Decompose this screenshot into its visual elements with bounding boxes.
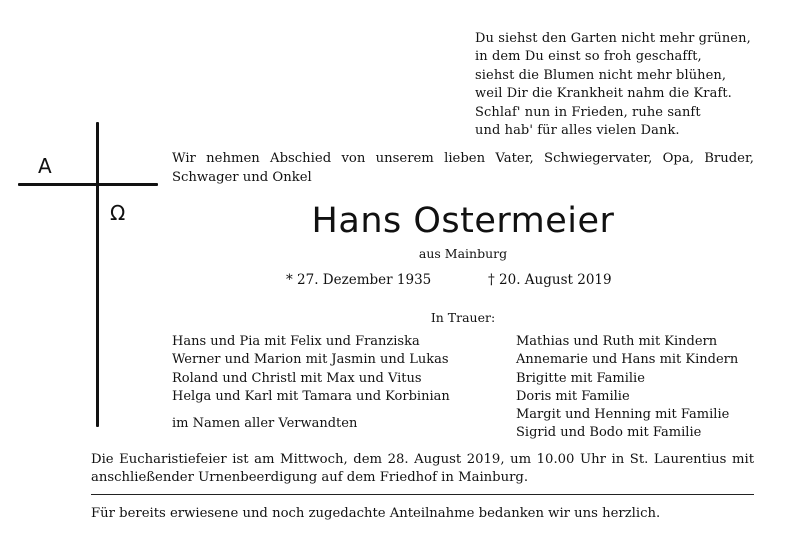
deceased-name: Hans Ostermeier [311, 201, 615, 241]
poem-line: und hab' für alles vielen Dank. [475, 123, 680, 139]
mourner-entry: Hans und Pia mit Felix und Franziska [172, 334, 420, 349]
thanks-note: Für bereits erwiesene und noch zugedachte Anteilnahme bedanken wir uns herzlich. [91, 506, 661, 521]
cross-vertical-bar [96, 122, 99, 427]
poem-line: weil Dir die Krankheit nahm die Kraft. [475, 86, 732, 102]
mourner-entry: Doris mit Familie [516, 388, 630, 404]
poem-line: Du siehst den Garten nicht mehr grünen, [475, 31, 751, 46]
relatives-note: im Namen aller Verwandten [172, 416, 358, 431]
service-announcement: Die Eucharistiefeier ist am Mittwoch, dem 28. August 2019, um 10.00 Uhr in St. Laurentius mit anschließender Urnenbeerdigung auf dem Friedhof in Mainburg. [91, 452, 754, 486]
mourner-entry: Annemarie und Hans mit Kindern [516, 352, 739, 368]
cross-horizontal-bar [18, 183, 158, 186]
deceased-origin: aus Mainburg [418, 246, 508, 261]
mourner-entry: Roland und Christl mit Max und Vitus [172, 370, 422, 386]
mourners-list-right [516, 333, 738, 443]
poem [475, 30, 780, 140]
alpha-symbol: A [38, 154, 52, 178]
mourner-entry: Sigrid und Bodo mit Familie [516, 425, 702, 441]
omega-symbol: Ω [110, 201, 126, 225]
poem-line: in dem Du einst so froh geschafft, [475, 49, 702, 65]
mourners-list-left [172, 333, 450, 406]
farewell-intro: Wir nehmen Abschied von unserem lieben Vater, Schwiegervater, Opa, Bruder, Schwager und Onkel [172, 151, 754, 185]
divider-line [91, 494, 754, 495]
mourner-entry: Helga und Karl mit Tamara und Korbinian [172, 388, 450, 404]
mourner-entry: Werner und Marion mit Jasmin und Lukas [172, 352, 449, 368]
mourner-entry: Brigitte mit Familie [516, 370, 645, 386]
mourner-entry: Margit und Henning mit Familie [516, 407, 730, 423]
mourner-entry: Mathias und Ruth mit Kindern [516, 334, 718, 349]
birth-date: * 27. Dezember 1935 [286, 272, 432, 288]
death-date: † 20. August 2019 [488, 272, 612, 288]
poem-line: Schlaf' nun in Frieden, ruhe sanft [475, 104, 701, 120]
mourning-heading: In Trauer: [430, 310, 496, 325]
poem-line: siehst die Blumen nicht mehr blühen, [475, 67, 727, 83]
